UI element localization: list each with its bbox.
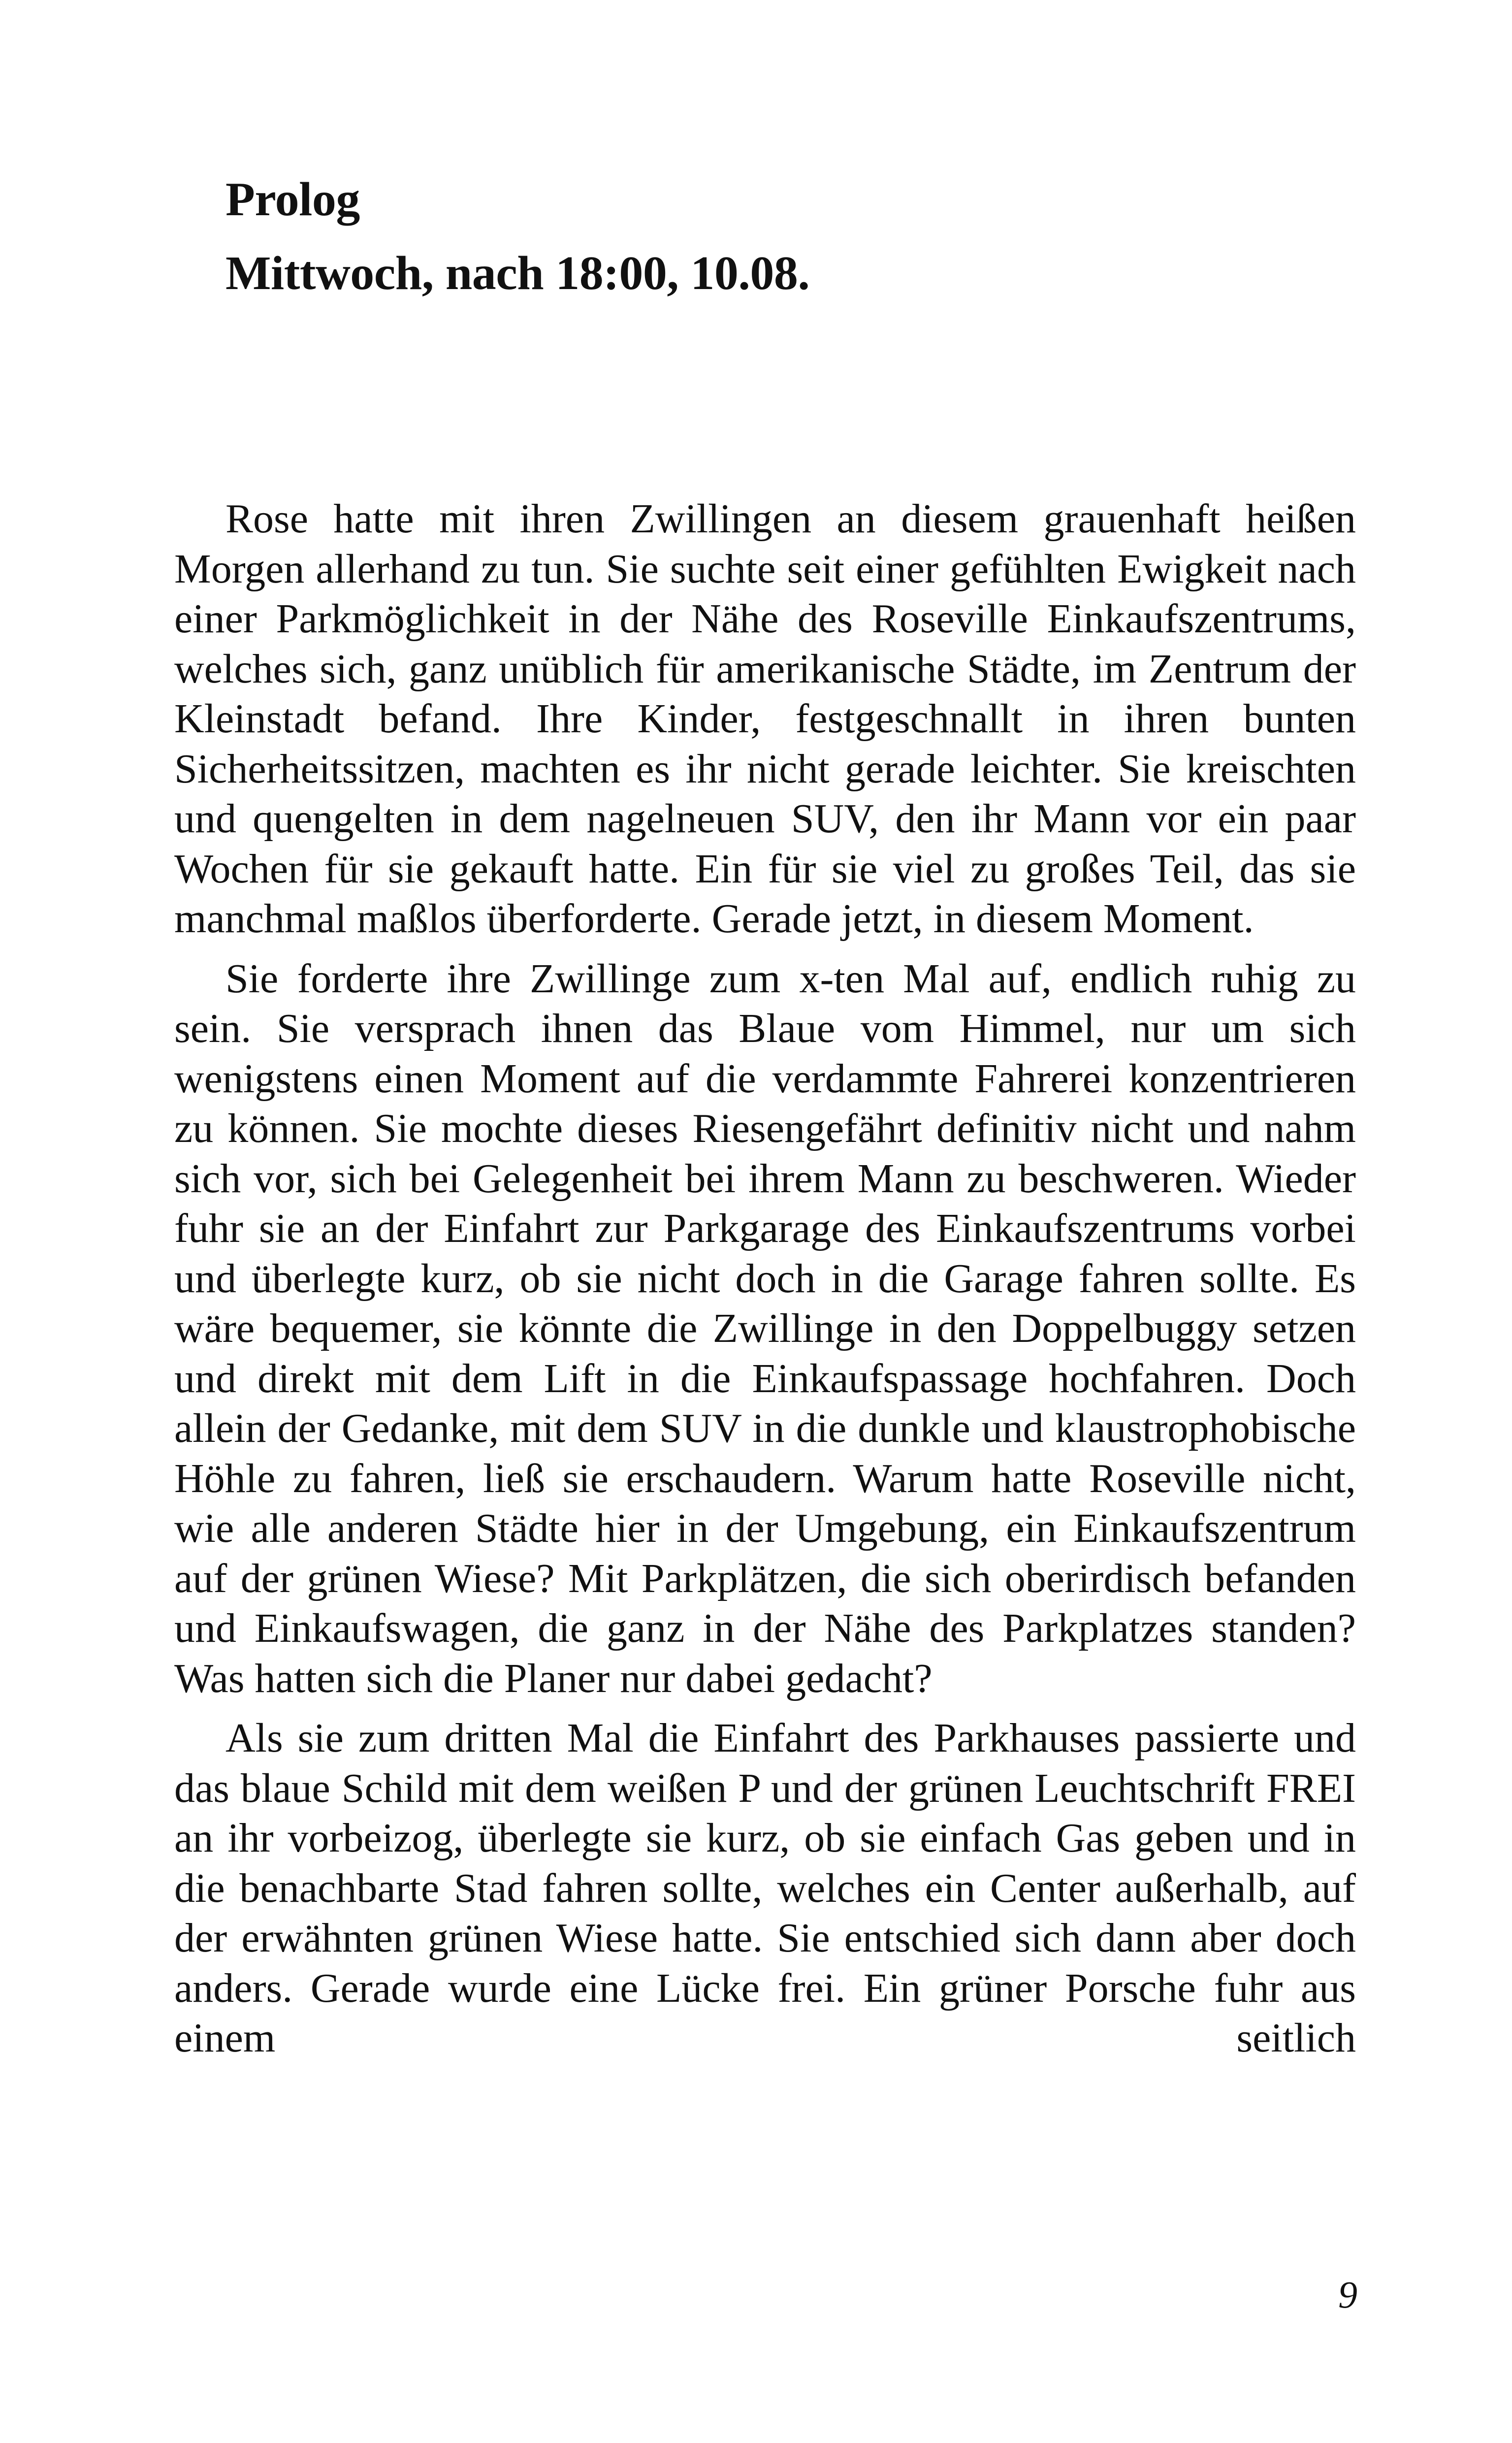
paragraph-1: Rose hatte mit ihren Zwillingen an diesem grauenhaft heißen Morgen allerhand zu tun. Sie suchte seit einer gefühlten Ewigkeit nach einer Parkmöglichkeit in der Nähe des Roseville Einkaufszentrums, welches sich, ganz unüblich für amerikanische Städte, im Zentrum der Kleinstadt befand. Ihre Kinder, festgeschnallt in ihren bunten Sicherheitssitzen, machten es ihr nicht gerade leichter. Sie kreischten und quengelten in dem nagelneuen SUV, den ihr Mann vor ein paar Wochen für sie gekauft hatte. Ein für sie viel zu großes Teil, das sie manchmal maßlos überforderte. Gerade jetzt, in diesem Moment. — [174, 496, 1356, 942]
paragraph-2: Sie forderte ihre Zwillinge zum x-ten Mal auf, endlich ruhig zu sein. Sie versprach ihnen das Blaue vom Himmel, nur um sich wenigstens einen Moment auf die verdammte Fahrerei konzentrieren zu können. Sie mochte dieses Riesengefährt definitiv nicht und nahm sich vor, sich bei Gelegenheit bei ihrem Mann zu beschweren. Wieder fuhr sie an der Einfahrt zur Parkgarage des Einkaufszentrums vorbei und überlegte kurz, ob sie nicht doch in die Garage fahren sollte. Es wäre bequemer, sie könnte die Zwillinge in den Doppelbuggy setzen und direkt mit dem Lift in die Einkaufspassage hochfahren. Doch allein der Gedanke, mit dem SUV in die dunkle und klaustrophobische Höhle zu fahren, ließ sie erschaudern. Warum hatte Roseville nicht, wie alle anderen Städte hier in der Umgebung, ein Einkaufszentrum auf der grünen Wiese? Mit Parkplätzen, die sich oberirdisch befanden und Einkaufswagen, die ganz in der Nähe des Parkplatzes standen? Was hatten sich die Planer nur dabei gedacht? — [174, 955, 1356, 1701]
chapter-heading — [225, 163, 1358, 310]
chapter-title: Prolog — [225, 173, 360, 226]
page-number: 9 — [1338, 2273, 1357, 2316]
body-text — [174, 494, 1356, 2063]
chapter-subtitle: Mittwoch, nach 18:00, 10.08. — [225, 247, 810, 300]
paragraph-3: Als sie zum dritten Mal die Einfahrt des Parkhauses passierte und das blaue Schild mit dem weißen P und der grünen Leuchtschrift FREI an ihr vorbeizog, überlegte sie kurz, ob sie einfach Gas geben und in die benachbarte Stad fahren sollte, welches ein Center außerhalb, auf der erwähnten grünen Wiese hatte. Sie entschied sich dann aber doch anders. Gerade wurde eine Lücke frei. Ein grüner Porsche fuhr aus einem seitlich — [174, 1715, 1356, 2061]
